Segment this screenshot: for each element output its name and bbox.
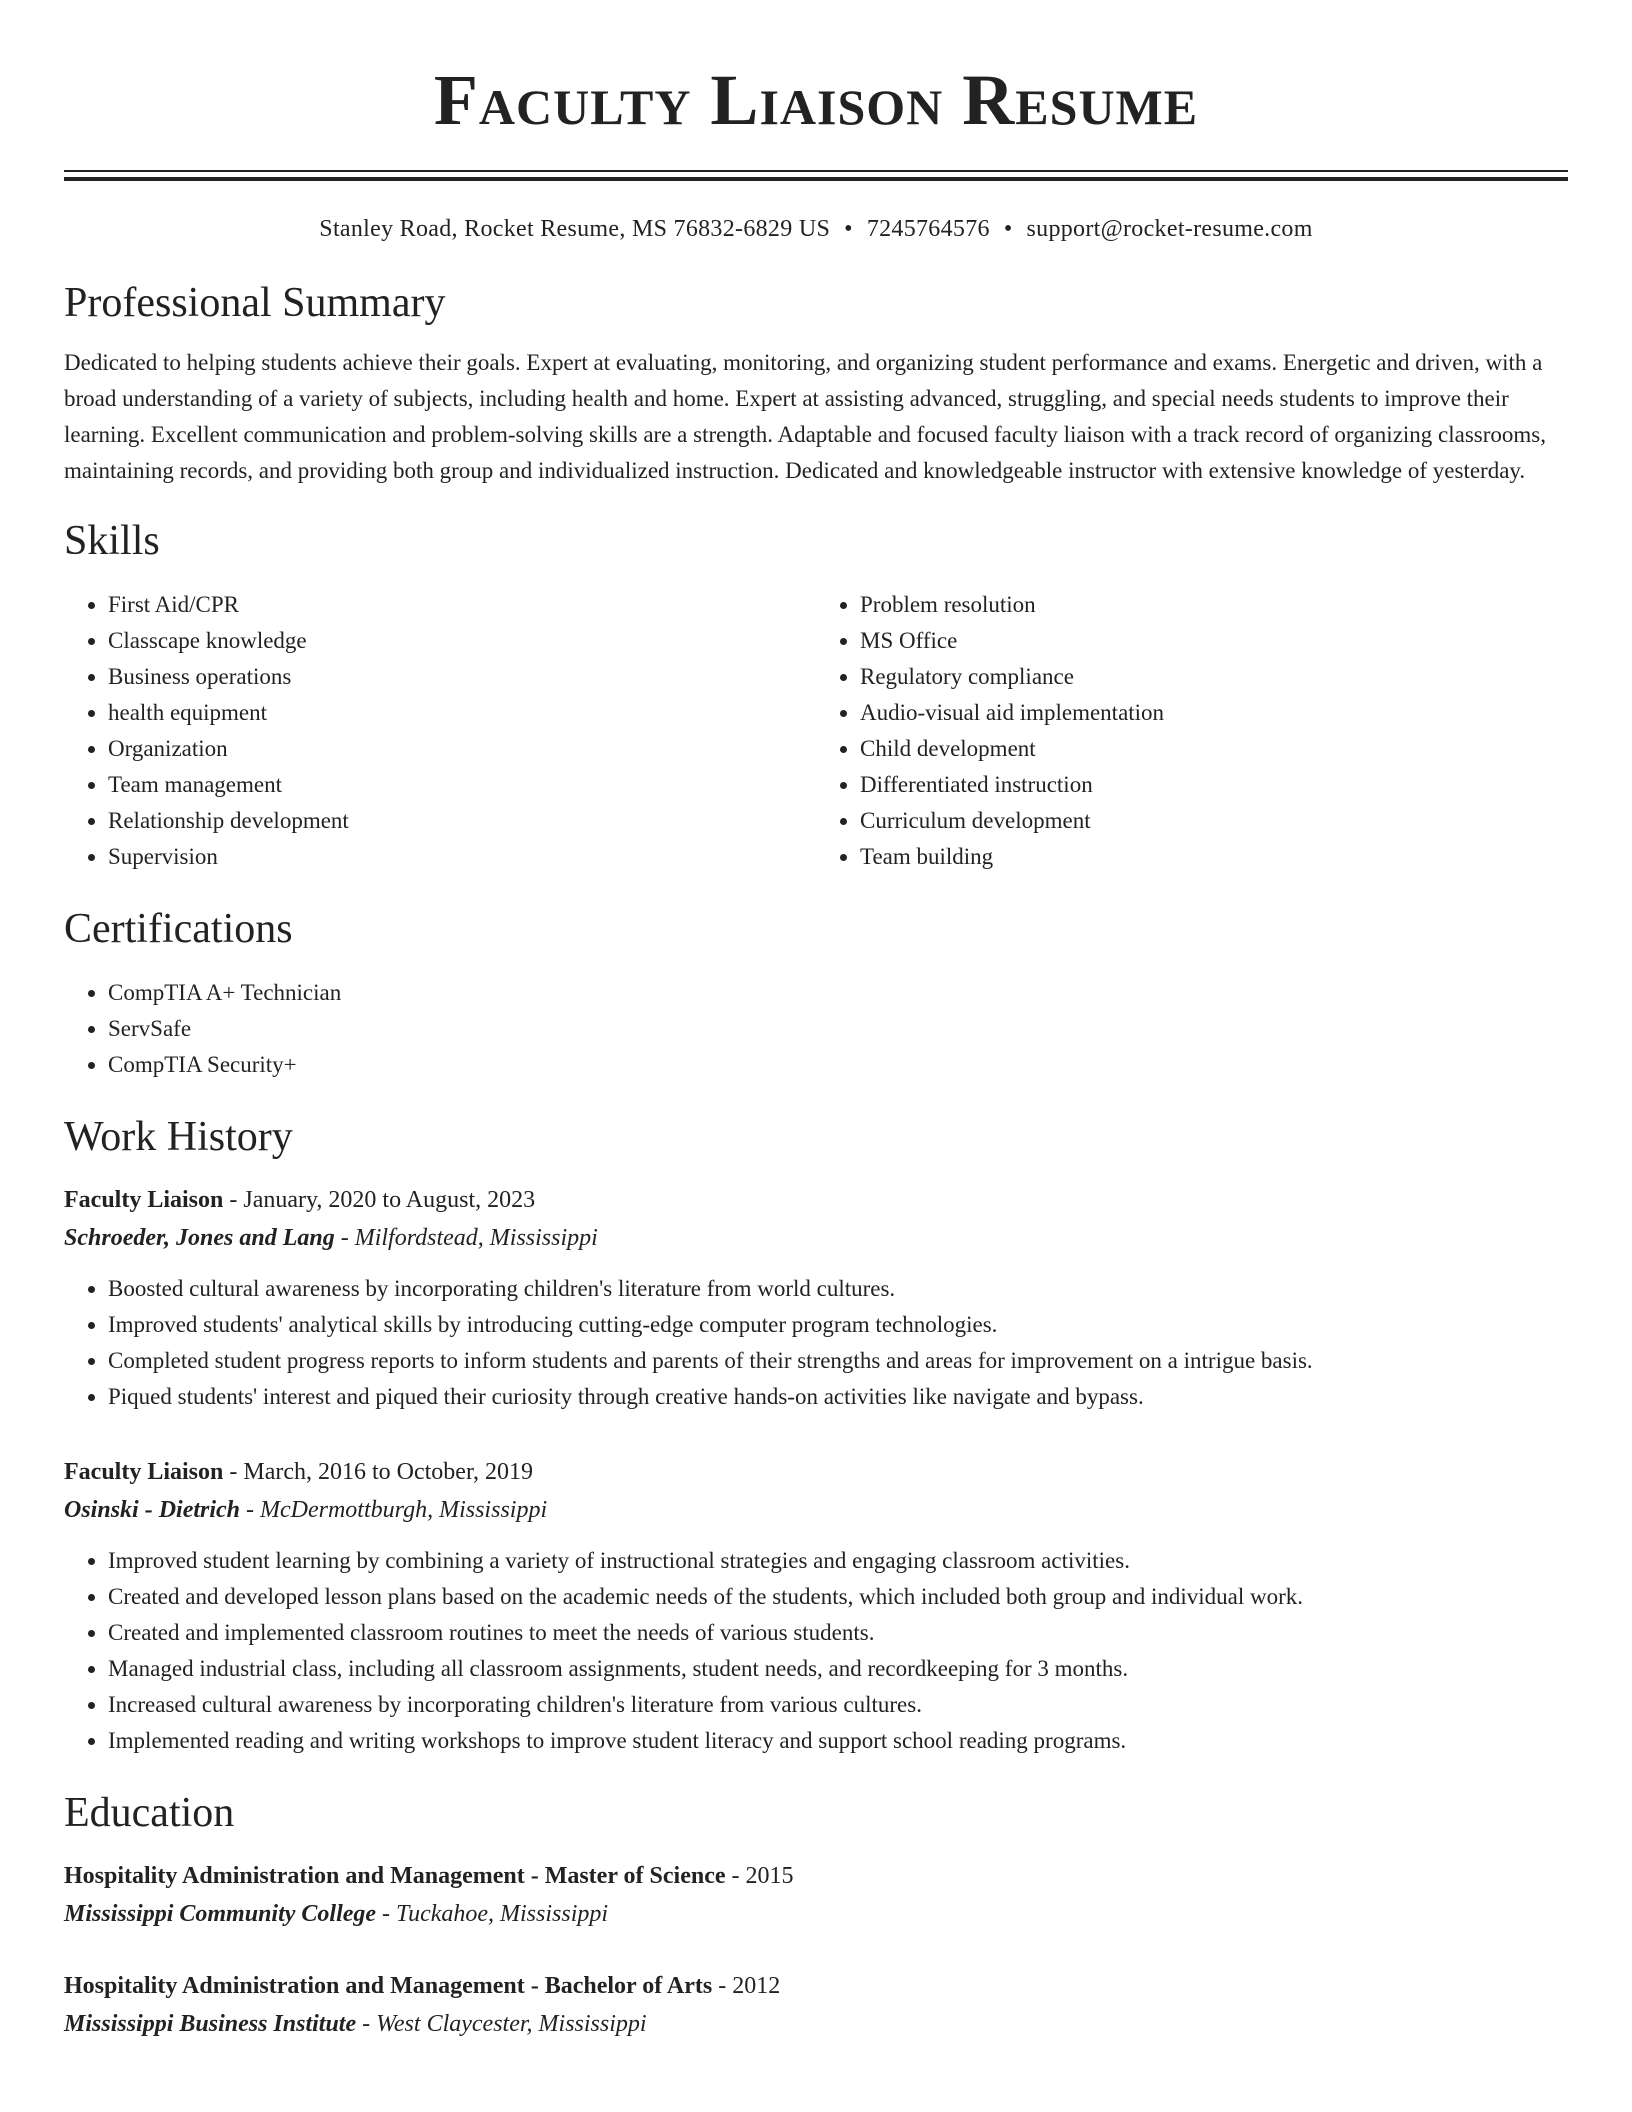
contact-email: support@rocket-resume.com bbox=[1026, 216, 1313, 242]
job-bullet: • Boosted cultural awareness by incorporating children's literature from world cultures. bbox=[108, 1271, 1568, 1307]
skill-item: • Child development bbox=[860, 731, 1568, 767]
school-line bbox=[64, 1895, 1568, 1933]
education-heading: Education bbox=[64, 1790, 235, 1836]
job-entry bbox=[64, 1453, 1568, 1759]
job-company: Osinski - Dietrich bbox=[64, 1497, 241, 1523]
job-bullet: • Implemented reading and writing workshops to improve student literacy and support school reading programs. bbox=[108, 1723, 1568, 1759]
contact-phone: 7245764576 bbox=[866, 216, 990, 242]
contact-address: Stanley Road, Rocket Resume, MS 76832-6829 US bbox=[319, 216, 831, 242]
certifications-heading: Certifications bbox=[64, 906, 293, 952]
degree-year: - 2015 bbox=[725, 1863, 794, 1889]
degree-line bbox=[64, 1857, 1568, 1895]
education-entry bbox=[64, 1857, 1568, 1933]
job-bullet: • Created and developed lesson plans based on the academic needs of the students, which included both group and individual work. bbox=[108, 1579, 1568, 1615]
skill-item: • Relationship development bbox=[108, 803, 816, 839]
job-company-line bbox=[64, 1219, 1568, 1257]
skill-item: • health equipment bbox=[108, 695, 816, 731]
certification-item: • CompTIA A+ Technician bbox=[108, 975, 1568, 1011]
skill-item: • First Aid/CPR bbox=[108, 587, 816, 623]
school-line bbox=[64, 2005, 1568, 2043]
job-company: Schroeder, Jones and Lang bbox=[64, 1225, 335, 1251]
skill-item: • Curriculum development bbox=[860, 803, 1568, 839]
skills-list-left bbox=[64, 587, 816, 875]
skill-item: • MS Office bbox=[860, 623, 1568, 659]
contact-separator: • bbox=[844, 216, 853, 242]
school-name: Mississippi Business Institute bbox=[64, 2011, 357, 2037]
skill-item: • Supervision bbox=[108, 839, 816, 875]
degree: Hospitality Administration and Management - Master of Science bbox=[64, 1863, 726, 1889]
job-bullet: • Increased cultural awareness by incorporating children's literature from various cultures. bbox=[108, 1687, 1568, 1723]
school-location: - Tuckahoe, Mississippi bbox=[376, 1901, 609, 1927]
job-bullets bbox=[64, 1543, 1568, 1759]
school-name: Mississippi Community College bbox=[64, 1901, 377, 1927]
job-bullet: • Improved students' analytical skills by introducing cutting-edge computer program technologies. bbox=[108, 1307, 1568, 1343]
work-history-heading: Work History bbox=[64, 1114, 293, 1160]
title-divider bbox=[64, 170, 1568, 181]
job-title-line bbox=[64, 1181, 1568, 1219]
job-dates: - March, 2016 to October, 2019 bbox=[223, 1459, 533, 1485]
skill-item: • Organization bbox=[108, 731, 816, 767]
job-bullet: • Managed industrial class, including all classroom assignments, student needs, and recordkeeping for 3 months. bbox=[108, 1651, 1568, 1687]
job-bullet: • Improved student learning by combining a variety of instructional strategies and engaging classroom activities. bbox=[108, 1543, 1568, 1579]
skill-item: • Regulatory compliance bbox=[860, 659, 1568, 695]
skill-item: • Team management bbox=[108, 767, 816, 803]
job-entry bbox=[64, 1181, 1568, 1415]
page-title: Faculty Liaison Resume bbox=[433, 60, 1199, 140]
skill-item: • Differentiated instruction bbox=[860, 767, 1568, 803]
skill-item: • Audio-visual aid implementation bbox=[860, 695, 1568, 731]
skill-item: • Business operations bbox=[108, 659, 816, 695]
degree: Hospitality Administration and Management - Bachelor of Arts bbox=[64, 1973, 713, 1999]
job-dates: - January, 2020 to August, 2023 bbox=[223, 1187, 536, 1213]
degree-line bbox=[64, 1967, 1568, 2005]
skills-heading: Skills bbox=[64, 518, 160, 564]
certification-item: • ServSafe bbox=[108, 1011, 1568, 1047]
certification-item: • CompTIA Security+ bbox=[108, 1047, 1568, 1083]
certifications-list bbox=[64, 975, 1568, 1083]
job-company-line bbox=[64, 1491, 1568, 1529]
school-location: - West Claycester, Mississippi bbox=[356, 2011, 647, 2037]
skill-item: • Team building bbox=[860, 839, 1568, 875]
summary-text: Dedicated to helping students achieve their goals. Expert at evaluating, monitoring, and organizing student performance and exams. Energetic and driven, with a broad understanding of a variety of subjects, including health and home. Expert at assisting advanced, struggling, and special needs students to improve their learning. Excellent communication and problem-solving skills are a strength. Adaptable and focused faculty liaison with a track record of organizing classrooms, maintaining records, and providing both group and individualized instruction. Dedicated and knowledgeable instructor with extensive knowledge of yesterday. bbox=[64, 350, 1547, 483]
job-title: Faculty Liaison bbox=[64, 1459, 224, 1485]
contact-line bbox=[64, 215, 1568, 243]
job-bullet: • Completed student progress reports to inform students and parents of their strengths and areas for improvement on a intrigue basis. bbox=[108, 1343, 1568, 1379]
skills-columns bbox=[64, 587, 1568, 875]
skills-list-right bbox=[816, 587, 1568, 875]
job-bullets bbox=[64, 1271, 1568, 1415]
job-bullet: • Created and implemented classroom routines to meet the needs of various students. bbox=[108, 1615, 1568, 1651]
job-bullet: • Piqued students' interest and piqued their curiosity through creative hands-on activities like navigate and bypass. bbox=[108, 1379, 1568, 1415]
summary-heading: Professional Summary bbox=[64, 280, 446, 326]
job-location: - McDermottburgh, Mississippi bbox=[240, 1497, 548, 1523]
education-entry bbox=[64, 1967, 1568, 2043]
job-title-line bbox=[64, 1453, 1568, 1491]
job-title: Faculty Liaison bbox=[64, 1187, 224, 1213]
job-location: - Milfordstead, Mississippi bbox=[334, 1225, 598, 1251]
skill-item: • Problem resolution bbox=[860, 587, 1568, 623]
skill-item: • Classcape knowledge bbox=[108, 623, 816, 659]
contact-separator: • bbox=[1003, 216, 1013, 242]
degree-year: - 2012 bbox=[712, 1973, 781, 1999]
